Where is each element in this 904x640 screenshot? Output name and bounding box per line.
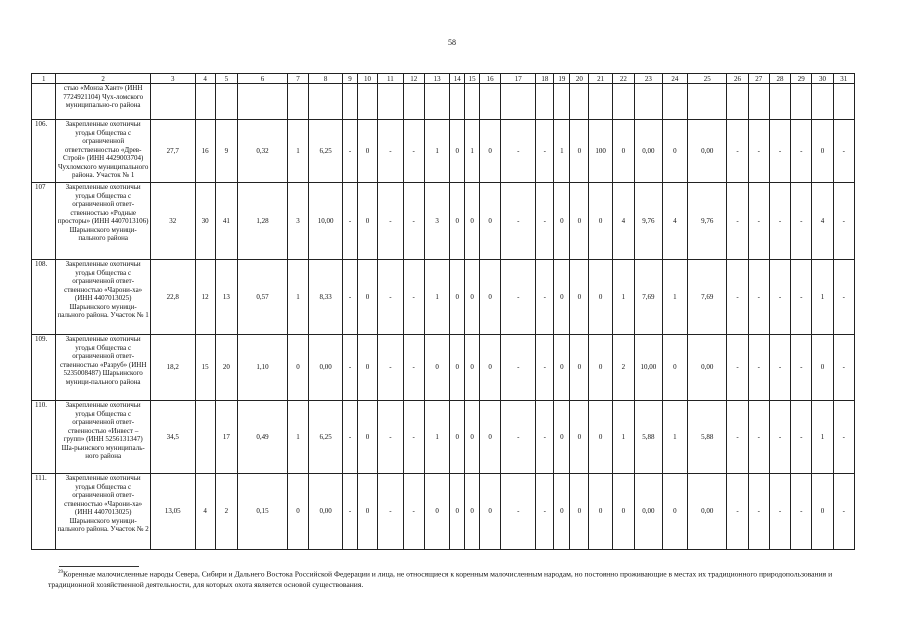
cell-col-7: 1 — [287, 260, 308, 335]
cell-col-20: 0 — [570, 183, 589, 260]
cell-col-28: - — [769, 401, 790, 474]
cell-col-16: 0 — [480, 335, 501, 401]
cell-col-9: - — [343, 474, 358, 550]
cell-col-20: 0 — [570, 120, 589, 183]
cell-col-23: 10,00 — [635, 335, 663, 401]
cell-col-29: - — [791, 401, 812, 474]
cell-col-9: - — [343, 260, 358, 335]
cell-col-15: 0 — [465, 335, 480, 401]
cell-col-6 — [237, 84, 287, 120]
cell-col-23: 0,00 — [635, 120, 663, 183]
cell-col-3: 32 — [150, 183, 195, 260]
cell-col-16 — [480, 84, 501, 120]
cell-col-24: 0 — [662, 120, 687, 183]
row-number — [32, 84, 56, 120]
cell-col-16: 0 — [480, 260, 501, 335]
table-row — [32, 474, 855, 550]
cell-col-9: - — [343, 335, 358, 401]
cell-col-4: 30 — [195, 183, 215, 260]
cell-col-25: 0,00 — [688, 335, 727, 401]
cell-col-12: - — [403, 183, 424, 260]
cell-col-26: - — [727, 401, 748, 474]
cell-col-29: - — [791, 120, 812, 183]
cell-col-19 — [554, 84, 570, 120]
cell-col-18: - — [536, 474, 554, 550]
column-number-7: 7 — [287, 74, 308, 84]
cell-col-9: - — [343, 401, 358, 474]
cell-col-18: - — [536, 401, 554, 474]
column-number-9: 9 — [343, 74, 358, 84]
column-number-25: 25 — [688, 74, 727, 84]
cell-col-7: 1 — [287, 120, 308, 183]
cell-col-25: 5,88 — [688, 401, 727, 474]
cell-col-31 — [833, 84, 854, 120]
cell-col-25: 9,76 — [688, 183, 727, 260]
cell-col-6: 0,32 — [237, 120, 287, 183]
cell-col-15: 0 — [465, 474, 480, 550]
cell-col-13: 1 — [424, 401, 449, 474]
cell-col-13: 0 — [424, 474, 449, 550]
column-number-17: 17 — [501, 74, 536, 84]
cell-col-24 — [662, 84, 687, 120]
row-number: 108. — [32, 260, 56, 335]
cell-col-24: 1 — [662, 401, 687, 474]
column-number-26: 26 — [727, 74, 748, 84]
cell-col-17: - — [501, 474, 536, 550]
column-number-30: 30 — [812, 74, 833, 84]
column-number-10: 10 — [357, 74, 377, 84]
cell-col-23: 5,88 — [635, 401, 663, 474]
cell-col-30: 0 — [812, 120, 833, 183]
footnote — [48, 568, 858, 590]
hunting-ground-name: Закрепленные охотничьи угодья Общества с ограниченной ответ-ственностью «Чарони-ха» (ИНН 4407013025) Шарьинского муници-пального района. Участок № 1 — [56, 260, 151, 335]
cell-col-27: - — [748, 260, 769, 335]
cell-col-30 — [812, 84, 833, 120]
cell-col-9: - — [343, 183, 358, 260]
cell-col-17: - — [501, 183, 536, 260]
cell-col-30: 0 — [812, 335, 833, 401]
cell-col-23 — [635, 84, 663, 120]
cell-col-11: - — [378, 335, 403, 401]
hunting-ground-name: Закрепленные охотничьи угодья Общества с ограниченной ответ-ственностью «Родные просторы» (ИНН 4407013106) Шарьинского муници-пального района — [56, 183, 151, 260]
cell-col-26: - — [727, 183, 748, 260]
column-number-22: 22 — [612, 74, 634, 84]
column-number-15: 15 — [465, 74, 480, 84]
cell-col-10: 0 — [357, 120, 377, 183]
cell-col-31: - — [833, 474, 854, 550]
cell-col-3: 34,5 — [150, 401, 195, 474]
cell-col-22: 4 — [612, 183, 634, 260]
cell-col-27: - — [748, 401, 769, 474]
cell-col-27: - — [748, 335, 769, 401]
cell-col-15 — [465, 84, 480, 120]
cell-col-4 — [195, 84, 215, 120]
column-number-18: 18 — [536, 74, 554, 84]
column-number-4: 4 — [195, 74, 215, 84]
cell-col-17: - — [501, 401, 536, 474]
cell-col-24: 0 — [662, 474, 687, 550]
cell-col-12: - — [403, 474, 424, 550]
cell-col-9 — [343, 84, 358, 120]
cell-col-28: - — [769, 474, 790, 550]
footnote-text: Коренные малочисленные народы Севера, Сибири и Дальнего Востока Российской Федерации и лица, не относящиеся к коренным малочисленным народам, но постоянно проживающие в местах их традиционного природопользования и традиционной хозяйственной деятельности, для которых охота является основой существования. — [48, 569, 833, 589]
table-row — [32, 401, 855, 474]
cell-col-23: 9,76 — [635, 183, 663, 260]
cell-col-22: 0 — [612, 474, 634, 550]
cell-col-26: - — [727, 474, 748, 550]
row-number: 110. — [32, 401, 56, 474]
cell-col-4: 15 — [195, 335, 215, 401]
cell-col-26: - — [727, 260, 748, 335]
cell-col-10: 0 — [357, 260, 377, 335]
row-number: 107 — [32, 183, 56, 260]
table-row — [32, 260, 855, 335]
cell-col-13: 0 — [424, 335, 449, 401]
cell-col-8: 6,25 — [309, 120, 343, 183]
column-number-23: 23 — [635, 74, 663, 84]
cell-col-30: 1 — [812, 401, 833, 474]
cell-col-29: - — [791, 335, 812, 401]
row-number: 109. — [32, 335, 56, 401]
column-number-6: 6 — [237, 74, 287, 84]
cell-col-31: - — [833, 183, 854, 260]
cell-col-22: 2 — [612, 335, 634, 401]
column-number-24: 24 — [662, 74, 687, 84]
table-row — [32, 335, 855, 401]
cell-col-11: - — [378, 183, 403, 260]
cell-col-4: 16 — [195, 120, 215, 183]
cell-col-16: 0 — [480, 120, 501, 183]
cell-col-6: 1,28 — [237, 183, 287, 260]
table-row — [32, 183, 855, 260]
cell-col-6: 0,15 — [237, 474, 287, 550]
cell-col-18: - — [536, 120, 554, 183]
column-number-16: 16 — [480, 74, 501, 84]
cell-col-5 — [215, 84, 237, 120]
cell-col-13: 1 — [424, 260, 449, 335]
cell-col-27: - — [748, 120, 769, 183]
cell-col-13: 1 — [424, 120, 449, 183]
cell-col-10 — [357, 84, 377, 120]
cell-col-21: 0 — [589, 260, 612, 335]
cell-col-27 — [748, 84, 769, 120]
cell-col-28: - — [769, 183, 790, 260]
data-table — [31, 73, 855, 550]
cell-col-4: 4 — [195, 474, 215, 550]
cell-col-11 — [378, 84, 403, 120]
cell-col-19: 0 — [554, 183, 570, 260]
cell-col-24: 4 — [662, 183, 687, 260]
cell-col-17: - — [501, 260, 536, 335]
cell-col-31: - — [833, 401, 854, 474]
column-number-12: 12 — [403, 74, 424, 84]
cell-col-15: 0 — [465, 401, 480, 474]
cell-col-23: 0,00 — [635, 474, 663, 550]
cell-col-5: 9 — [215, 120, 237, 183]
cell-col-30: 4 — [812, 183, 833, 260]
cell-col-8: 8,33 — [309, 260, 343, 335]
cell-col-5: 13 — [215, 260, 237, 335]
cell-col-14: 0 — [450, 183, 465, 260]
cell-col-11: - — [378, 120, 403, 183]
column-number-1: 1 — [32, 74, 56, 84]
column-number-2: 2 — [56, 74, 151, 84]
cell-col-27: - — [748, 474, 769, 550]
cell-col-12 — [403, 84, 424, 120]
hunting-ground-name: Закрепленные охотничьи угодья Общества с ограниченной ответ-ственностью «Чарони-ха» (ИНН 4407013025) Шарьинского муници-пального района. Участок № 2 — [56, 474, 151, 550]
column-number-28: 28 — [769, 74, 790, 84]
cell-col-16: 0 — [480, 401, 501, 474]
cell-col-17: - — [501, 335, 536, 401]
cell-col-14: 0 — [450, 120, 465, 183]
cell-col-10: 0 — [357, 401, 377, 474]
cell-col-18: - — [536, 183, 554, 260]
column-number-14: 14 — [450, 74, 465, 84]
column-number-5: 5 — [215, 74, 237, 84]
cell-col-19: 0 — [554, 260, 570, 335]
column-number-31: 31 — [833, 74, 854, 84]
cell-col-10: 0 — [357, 474, 377, 550]
cell-col-16: 0 — [480, 183, 501, 260]
cell-col-21: 0 — [589, 335, 612, 401]
cell-col-15: 1 — [465, 120, 480, 183]
page-number: 58 — [448, 38, 456, 47]
cell-col-4: 12 — [195, 260, 215, 335]
cell-col-6: 1,10 — [237, 335, 287, 401]
cell-col-21: 100 — [589, 120, 612, 183]
cell-col-7: 1 — [287, 401, 308, 474]
cell-col-13: 3 — [424, 183, 449, 260]
cell-col-21: 0 — [589, 474, 612, 550]
hunting-ground-name: стью «Монза Хант» (ИНН 7724921104) Чух-ломского муниципально-го района — [56, 84, 151, 120]
cell-col-20: 0 — [570, 335, 589, 401]
hunting-ground-name: Закрепленные охотничьи угодья Общества с ограниченной ответ-ственностью «Инвест – групп» (ИНН 5256131347) Ша-рьинского муниципаль-ного района — [56, 401, 151, 474]
cell-col-22 — [612, 84, 634, 120]
cell-col-14: 0 — [450, 401, 465, 474]
cell-col-15: 0 — [465, 183, 480, 260]
cell-col-19: 0 — [554, 401, 570, 474]
cell-col-20: 0 — [570, 401, 589, 474]
cell-col-30: 1 — [812, 260, 833, 335]
cell-col-18 — [536, 84, 554, 120]
cell-col-5: 20 — [215, 335, 237, 401]
hunting-ground-name: Закрепленные охотничьи угодья Общества с ограниченной ответ-ственностью «Разруб» (ИНН 5235008487) Шарьинского муници-пального района — [56, 335, 151, 401]
cell-col-10: 0 — [357, 335, 377, 401]
cell-col-12: - — [403, 120, 424, 183]
cell-col-29: - — [791, 183, 812, 260]
cell-col-25: 0,00 — [688, 120, 727, 183]
cell-col-14 — [450, 84, 465, 120]
cell-col-22: 0 — [612, 120, 634, 183]
column-number-19: 19 — [554, 74, 570, 84]
table-row — [32, 120, 855, 183]
cell-col-26: - — [727, 335, 748, 401]
cell-col-29: - — [791, 474, 812, 550]
cell-col-8: 10,00 — [309, 183, 343, 260]
cell-col-14: 0 — [450, 260, 465, 335]
cell-col-17 — [501, 84, 536, 120]
cell-col-5: 17 — [215, 401, 237, 474]
cell-col-7: 0 — [287, 474, 308, 550]
cell-col-3: 18,2 — [150, 335, 195, 401]
cell-col-21: 0 — [589, 183, 612, 260]
cell-col-28 — [769, 84, 790, 120]
cell-col-26: - — [727, 120, 748, 183]
column-number-13: 13 — [424, 74, 449, 84]
cell-col-12: - — [403, 401, 424, 474]
cell-col-11: - — [378, 401, 403, 474]
cell-col-20: 0 — [570, 474, 589, 550]
cell-col-25 — [688, 84, 727, 120]
cell-col-22: 1 — [612, 260, 634, 335]
cell-col-19: 1 — [554, 120, 570, 183]
cell-col-7: 3 — [287, 183, 308, 260]
cell-col-24: 0 — [662, 335, 687, 401]
cell-col-14: 0 — [450, 335, 465, 401]
cell-col-25: 7,69 — [688, 260, 727, 335]
cell-col-11: - — [378, 474, 403, 550]
column-number-20: 20 — [570, 74, 589, 84]
cell-col-8: 0,00 — [309, 335, 343, 401]
cell-col-27: - — [748, 183, 769, 260]
cell-col-8: 6,25 — [309, 401, 343, 474]
cell-col-6: 0,49 — [237, 401, 287, 474]
cell-col-7: 0 — [287, 335, 308, 401]
footnote-separator — [59, 566, 139, 567]
cell-col-21: 0 — [589, 401, 612, 474]
cell-col-20: 0 — [570, 260, 589, 335]
cell-col-10: 0 — [357, 183, 377, 260]
cell-col-6: 0,57 — [237, 260, 287, 335]
cell-col-30: 0 — [812, 474, 833, 550]
cell-col-5: 2 — [215, 474, 237, 550]
footnote-mark: 29 — [58, 570, 63, 575]
column-number-8: 8 — [309, 74, 343, 84]
cell-col-4 — [195, 401, 215, 474]
cell-col-28: - — [769, 120, 790, 183]
cell-col-16: 0 — [480, 474, 501, 550]
cell-col-12: - — [403, 260, 424, 335]
cell-col-8 — [309, 84, 343, 120]
cell-col-28: - — [769, 260, 790, 335]
cell-col-25: 0,00 — [688, 474, 727, 550]
row-number: 111. — [32, 474, 56, 550]
hunting-ground-name: Закрепленные охотничьи угодья Общества с ограниченной ответственностью «Древ-Строй» (ИНН 4429003704) Чухломского муниципального района. Участок № 1 — [56, 120, 151, 183]
cell-col-18: - — [536, 335, 554, 401]
column-number-29: 29 — [791, 74, 812, 84]
column-number-21: 21 — [589, 74, 612, 84]
cell-col-9: - — [343, 120, 358, 183]
cell-col-21 — [589, 84, 612, 120]
cell-col-3: 13,05 — [150, 474, 195, 550]
cell-col-26 — [727, 84, 748, 120]
cell-col-3 — [150, 84, 195, 120]
cell-col-3: 22,8 — [150, 260, 195, 335]
cell-col-19: 0 — [554, 474, 570, 550]
table-row — [32, 84, 855, 120]
cell-col-7 — [287, 84, 308, 120]
column-number-11: 11 — [378, 74, 403, 84]
cell-col-8: 0,00 — [309, 474, 343, 550]
column-number-3: 3 — [150, 74, 195, 84]
cell-col-29 — [791, 84, 812, 120]
cell-col-3: 27,7 — [150, 120, 195, 183]
cell-col-22: 1 — [612, 401, 634, 474]
cell-col-28: - — [769, 335, 790, 401]
cell-col-31: - — [833, 260, 854, 335]
cell-col-31: - — [833, 335, 854, 401]
cell-col-11: - — [378, 260, 403, 335]
cell-col-12: - — [403, 335, 424, 401]
cell-col-13 — [424, 84, 449, 120]
cell-col-14: 0 — [450, 474, 465, 550]
cell-col-31: - — [833, 120, 854, 183]
column-number-27: 27 — [748, 74, 769, 84]
cell-col-19: 0 — [554, 335, 570, 401]
cell-col-23: 7,69 — [635, 260, 663, 335]
cell-col-24: 1 — [662, 260, 687, 335]
cell-col-18: - — [536, 260, 554, 335]
cell-col-5: 41 — [215, 183, 237, 260]
row-number: 106. — [32, 120, 56, 183]
cell-col-29: - — [791, 260, 812, 335]
cell-col-20 — [570, 84, 589, 120]
cell-col-15: 0 — [465, 260, 480, 335]
cell-col-17: - — [501, 120, 536, 183]
header-row — [32, 74, 855, 84]
